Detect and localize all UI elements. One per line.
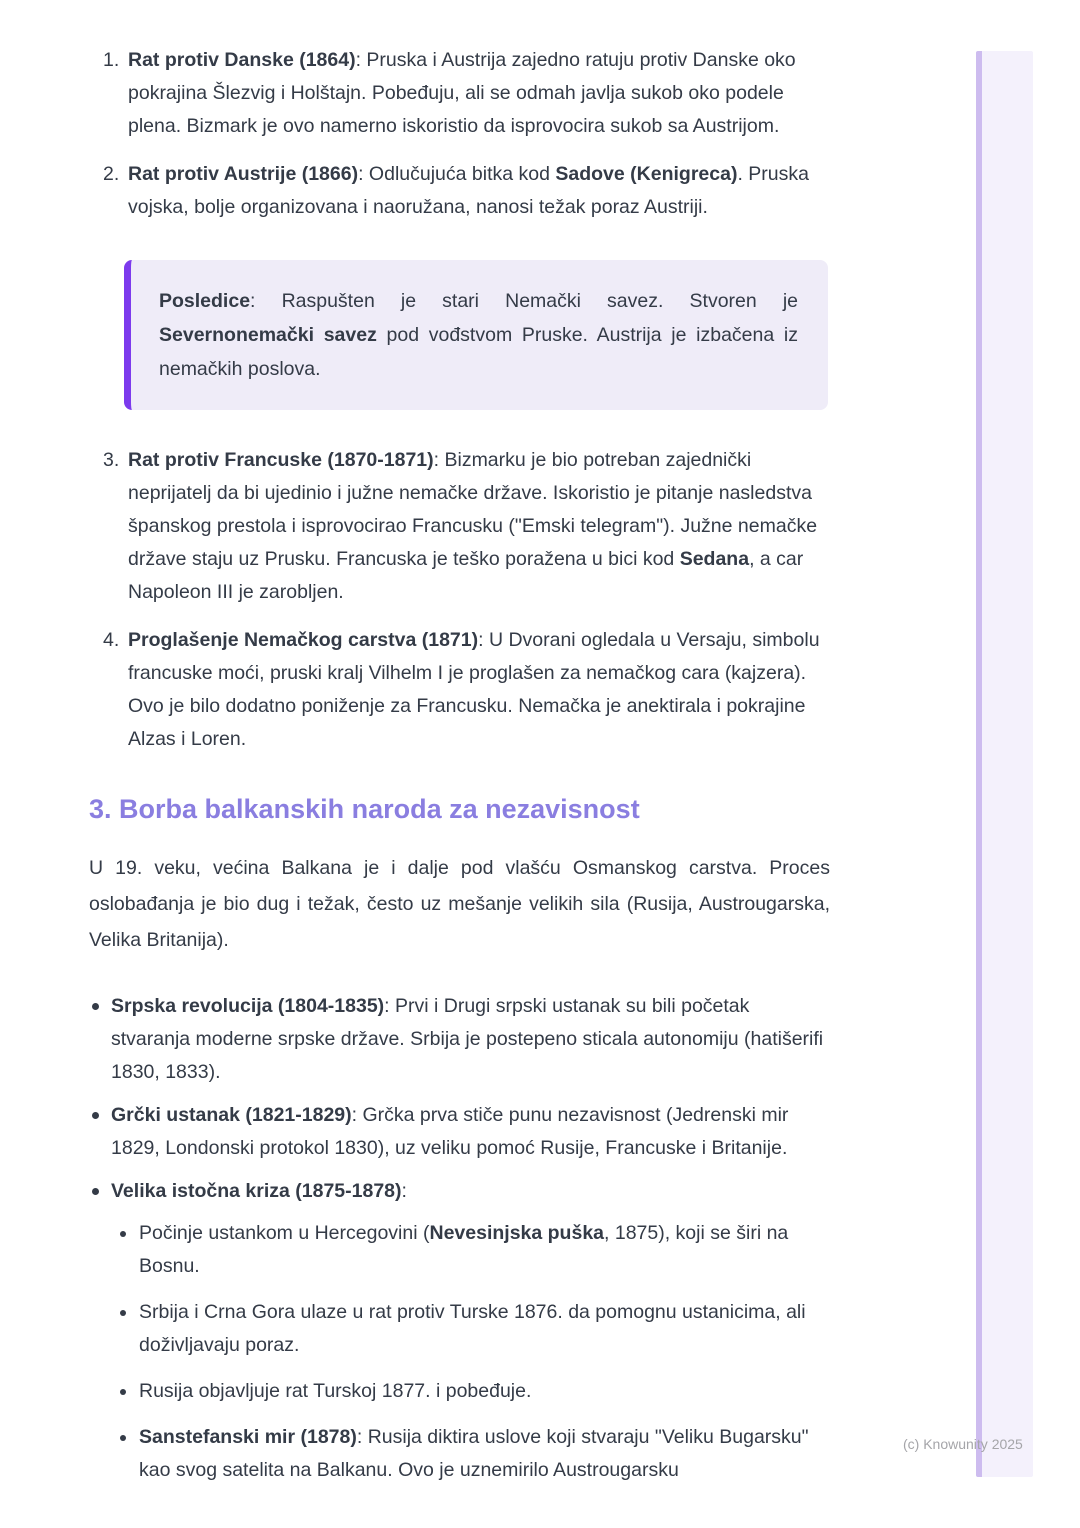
bullet-item-srpska-revolucija	[89, 990, 830, 1089]
sub-bullet-item-hercegovina	[111, 1217, 830, 1283]
sub-bullet-list	[111, 1217, 830, 1487]
bullet-item-velika-istocna-kriza	[89, 1175, 830, 1500]
bullet-text: Grčki ustanak (1821-1829): Grčka prva stiče punu nezavisnost (Jedrenski mir 1829, Londonski protokol 1830), uz veliku pomoć Rusije, Francuske i Britanije.	[111, 1104, 789, 1159]
bullet-list	[89, 990, 830, 1500]
bullet-icon	[120, 1389, 126, 1395]
item-number: 1.	[103, 49, 120, 71]
item-number: 2.	[103, 163, 120, 185]
item-number: 3.	[103, 449, 120, 471]
item-number: 4.	[103, 629, 120, 651]
sub-bullet-text: Sanstefanski mir (1878): Rusija diktira uslove koji stvaraju "Veliku Bugarsku" kao svog satelita na Balkanu. Ovo je uznemirilo Austrougarsku	[139, 1426, 809, 1481]
bullet-text-heading: Velika istočna kriza (1875-1878):	[111, 1180, 407, 1202]
item-text: Proglašenje Nemačkog carstva (1871): U Dvorani ogledala u Versaju, simbolu francuske moći, pruski kralj Vilhelm I je proglašen za nemačkog cara (kajzera). Ovo je bilo dodatno poniženje za Francusku. Nemačka je anektirala i pokrajine Alzas i Loren.	[128, 629, 820, 750]
scrollbar-track[interactable]	[976, 51, 1033, 1477]
bullet-text	[111, 1175, 830, 1500]
bullet-icon	[92, 1188, 99, 1195]
sub-bullet-text: Rusija objavljuje rat Turskoj 1877. i pobeđuje.	[139, 1380, 532, 1402]
bullet-icon	[120, 1231, 126, 1237]
callout-box	[124, 260, 828, 410]
callout-text: Posledice: Raspušten je stari Nemački savez. Stvoren je Severnonemački savez pod vođstvom Pruske. Austrija je izbačena iz nemačkih poslova.	[159, 290, 798, 380]
bullet-icon	[120, 1435, 126, 1441]
numbered-item-1	[89, 44, 830, 143]
bullet-item-grcki-ustanak	[89, 1099, 830, 1165]
sub-bullet-item-rusija-rat	[111, 1375, 830, 1408]
sub-bullet-text: Srbija i Crna Gora ulaze u rat protiv Turske 1876. da pomognu ustanicima, ali doživljavaju poraz.	[139, 1301, 806, 1356]
item-text: Rat protiv Francuske (1870-1871): Bizmarku je bio potreban zajednički neprijatelj da bi ujedinio i južne nemačke države. Iskoristio je pitanje nasledstva španskog prestola i isprovocirao Francusku ("Emski telegram"). Južne nemačke države staju uz Prusku. Francuska je teško poražena u bici kod Sedana, a car Napoleon III je zarobljen.	[128, 449, 818, 603]
numbered-item-4	[89, 624, 830, 756]
intro-paragraph: U 19. veku, većina Balkana je i dalje pod vlašću Osmanskog carstva. Proces oslobađanja je bio dug i težak, često uz mešanje velikih sila (Rusija, Austrougarska, Velika Britanija).	[89, 857, 830, 951]
item-text: Rat protiv Austrije (1866): Odlučujuća bitka kod Sadove (Kenigreca). Pruska vojska, bolje organizovana i naoružana, nanosi težak poraz Austriji.	[128, 163, 809, 218]
page-content	[89, 44, 830, 1510]
bullet-text: Srpska revolucija (1804-1835): Prvi i Drugi srpski ustanak su bili početak stvaranja moderne srpske države. Srbija je postepeno sticala autonomiju (hatišerifi 1830, 1833).	[111, 995, 824, 1083]
sub-bullet-item-sanstefanski-mir	[111, 1421, 830, 1487]
numbered-item-3	[89, 444, 830, 609]
section-heading: 3. Borba balkanskih naroda za nezavisnost	[89, 794, 640, 824]
sub-bullet-text: Počinje ustankom u Hercegovini (Nevesinjska puška, 1875), koji se širi na Bosnu.	[139, 1222, 789, 1277]
numbered-item-2	[89, 158, 830, 224]
sub-bullet-item-srbija-crna-gora	[111, 1296, 830, 1362]
copyright-text: (c) Knowunity 2025	[903, 1436, 1023, 1452]
bullet-icon	[120, 1310, 126, 1316]
bullet-icon	[92, 1003, 99, 1010]
bullet-icon	[92, 1112, 99, 1119]
item-text: Rat protiv Danske (1864): Pruska i Austrija zajedno ratuju protiv Danske oko pokrajina Šlezvig i Holštajn. Pobeđuju, ali se odmah javlja sukob oko podele plena. Bizmark je ovo namerno iskoristio da isprovocira sukob sa Austrijom.	[128, 49, 796, 137]
